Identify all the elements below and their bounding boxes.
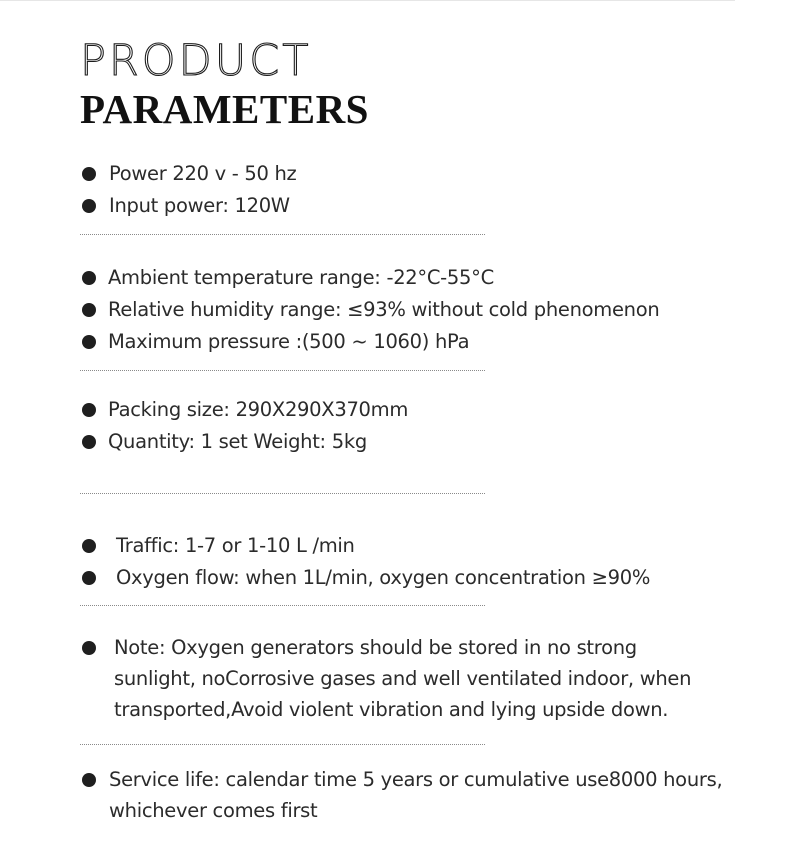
spec-item-service-life (82, 764, 749, 826)
heading-parameters: PARAMETERS (80, 86, 369, 132)
bullet-icon (82, 641, 96, 655)
heading-product: PRODUCT (80, 36, 312, 86)
spec-text: Ambient temperature range: -22°C-55°C (108, 266, 494, 289)
dotted-divider (80, 493, 485, 494)
bullet-icon (82, 539, 96, 553)
spec-item-ambient-temperature (82, 262, 494, 293)
top-rule (0, 0, 735, 1)
bullet-icon (82, 403, 96, 417)
dotted-divider (80, 744, 485, 745)
spec-text: Relative humidity range: ≤93% without cold phenomenon (108, 298, 660, 321)
dotted-divider (80, 605, 485, 606)
spec-text: Quantity: 1 set Weight: 5kg (108, 430, 367, 453)
dotted-divider (80, 370, 485, 371)
spec-text: Input power: 120W (109, 194, 290, 217)
bullet-icon (82, 271, 96, 285)
bullet-icon (82, 199, 96, 213)
spec-item-oxygen-flow (82, 562, 650, 593)
bullet-icon (82, 571, 96, 585)
bullet-icon (82, 773, 96, 787)
spec-text: Traffic: 1-7 or 1-10 L /min (116, 534, 355, 557)
spec-text: Maximum pressure :(500 ~ 1060) hPa (108, 330, 470, 353)
spec-item-maximum-pressure (82, 326, 469, 357)
dotted-divider (80, 234, 485, 235)
spec-item-packing-size (82, 394, 408, 425)
spec-text: Note: Oxygen generators should be stored in no strong sunlight, noCorrosive gases and well ventilated indoor, when transported,Avoid violent vibration and lying upside down. (114, 636, 692, 721)
spec-item-relative-humidity (82, 294, 659, 325)
bullet-icon (82, 335, 96, 349)
bullet-icon (82, 435, 96, 449)
spec-text: Oxygen flow: when 1L/min, oxygen concentration ≥90% (116, 566, 651, 589)
spec-text: Packing size: 290X290X370mm (108, 398, 409, 421)
spec-text: Power 220 v - 50 hz (109, 162, 297, 185)
spec-item-input-power (82, 190, 290, 221)
spec-item-note (82, 632, 714, 725)
bullet-icon (82, 167, 96, 181)
bullet-icon (82, 303, 96, 317)
spec-text: Service life: calendar time 5 years or cumulative use8000 hours, whichever comes first (109, 768, 723, 822)
spec-item-traffic (82, 530, 355, 561)
spec-item-power (82, 158, 296, 189)
spec-item-quantity-weight (82, 426, 367, 457)
